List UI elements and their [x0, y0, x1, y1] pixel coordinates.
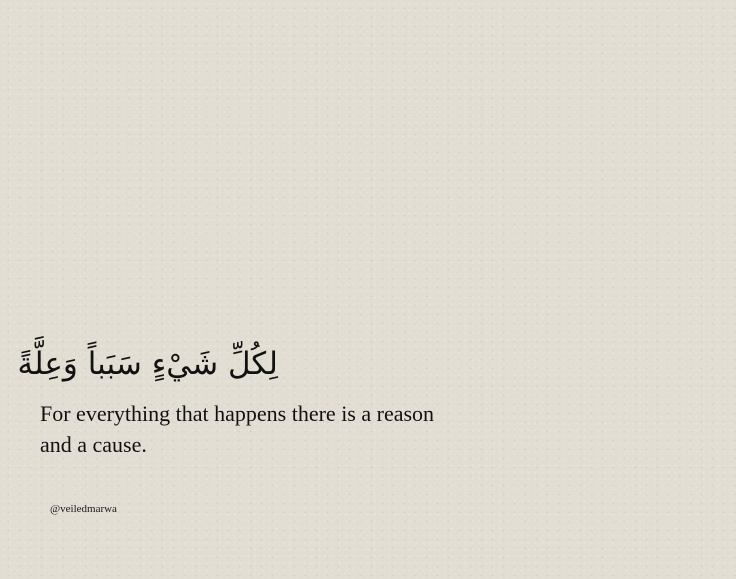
translation-line-1: For everything that happens there is a reason — [40, 401, 435, 426]
translation-line-2: and a cause. — [40, 432, 147, 457]
author-handle: @veiledmarwa — [50, 503, 117, 515]
arabic-quote: لِكُلِّ شَيْءٍ سَبَباً وَعِلَّةً — [17, 346, 278, 382]
english-translation — [40, 398, 560, 460]
